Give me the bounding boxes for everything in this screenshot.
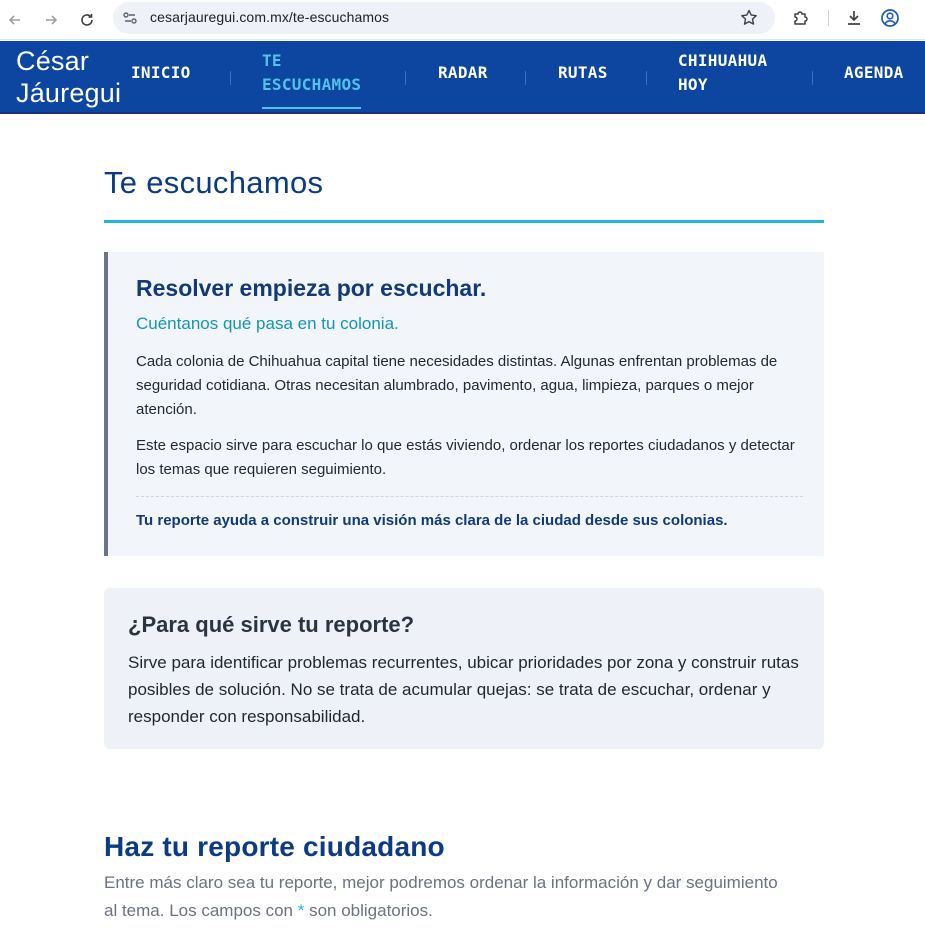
- nav-divider: [230, 71, 231, 85]
- nav-rutas[interactable]: RUTAS: [558, 63, 608, 82]
- reload-button[interactable]: [74, 7, 100, 33]
- intro-highlight: Tu reporte ayuda a construir una visión más clara de la ciudad desde sus colonias.: [136, 512, 728, 529]
- intro-heading: Resolver empieza por escuchar.: [136, 275, 487, 301]
- reload-icon: [79, 12, 95, 28]
- report-description-text: Entre más claro sea tu reporte, mejor podremos ordenar la información y dar seguimiento al tema. Los campos con: [104, 873, 778, 920]
- nav-chihuahua-hoy[interactable]: [678, 49, 767, 97]
- purpose-heading: ¿Para qué sirve tu reporte?: [128, 612, 415, 637]
- intro-paragraph-1: Cada colonia de Chihuahua capital tiene necesidades distintas. Algunas enfrentan problemas de seguridad cotidiana. Otras necesitan alumbrado, pavimento, agua, limpieza, parques o mejor atención.: [136, 353, 778, 418]
- browser-toolbar: [0, 0, 925, 40]
- logo-line-1: César: [16, 46, 90, 76]
- purpose-body: Sirve para identificar problemas recurrentes, ubicar prioridades por zona y construir rutas posibles de solución. No se trata de acumular quejas: se trata de escuchar, ordenar y responder con responsabilidad.: [128, 653, 799, 726]
- bookmark-star-icon[interactable]: [739, 8, 759, 28]
- page-title: Te escuchamos: [104, 165, 324, 200]
- url-text[interactable]: cesarjauregui.com.mx/te-escuchamos: [150, 9, 390, 25]
- nav-label-line-2: ESCUCHAMOS: [262, 75, 362, 94]
- nav-label-line-1: TE: [262, 51, 282, 70]
- account-icon: [880, 8, 900, 28]
- title-underline: [104, 220, 824, 223]
- intro-card: [104, 252, 824, 556]
- arrow-right-icon: [43, 12, 59, 28]
- nav-label-line-2: HOY: [678, 75, 708, 94]
- report-heading: Haz tu reporte ciudadano: [104, 831, 445, 862]
- puzzle-icon: [791, 8, 811, 28]
- site-settings-icon[interactable]: [121, 9, 139, 27]
- downloads-button[interactable]: [843, 7, 865, 29]
- nav-divider: [812, 71, 813, 85]
- site-header: [0, 41, 925, 114]
- toolbar-divider: [828, 10, 829, 26]
- intro-paragraph-2: Este espacio sirve para escuchar lo que estás viviendo, ordenar los reportes ciudadanos y detectar los temas que requieren seguimiento.: [136, 437, 795, 478]
- required-asterisk: *: [297, 901, 305, 920]
- nav-label-line-1: CHIHUAHUA: [678, 51, 768, 70]
- address-bar[interactable]: [113, 2, 775, 34]
- report-description-end: son obligatorios.: [304, 901, 433, 920]
- report-description: [104, 869, 794, 925]
- nav-agenda[interactable]: AGENDA: [844, 63, 904, 82]
- download-icon: [844, 8, 864, 28]
- forward-button[interactable]: [38, 7, 64, 33]
- nav-radar[interactable]: RADAR: [438, 63, 488, 82]
- logo-line-2: Jáuregui: [16, 78, 122, 108]
- nav-divider: [646, 71, 647, 85]
- intro-divider: [136, 496, 803, 497]
- purpose-card: [104, 588, 824, 749]
- intro-subheading: Cuéntanos qué pasa en tu colonia.: [136, 314, 399, 333]
- profile-button[interactable]: [879, 7, 901, 29]
- nav-divider: [525, 71, 526, 85]
- arrow-left-icon: [7, 12, 23, 28]
- site-logo[interactable]: [16, 45, 121, 109]
- nav-divider: [405, 71, 406, 85]
- extensions-button[interactable]: [790, 7, 812, 29]
- active-underline: [262, 107, 361, 109]
- nav-te-escuchamos[interactable]: [262, 49, 361, 97]
- nav-inicio[interactable]: INICIO: [131, 63, 191, 82]
- back-button[interactable]: [2, 7, 28, 33]
